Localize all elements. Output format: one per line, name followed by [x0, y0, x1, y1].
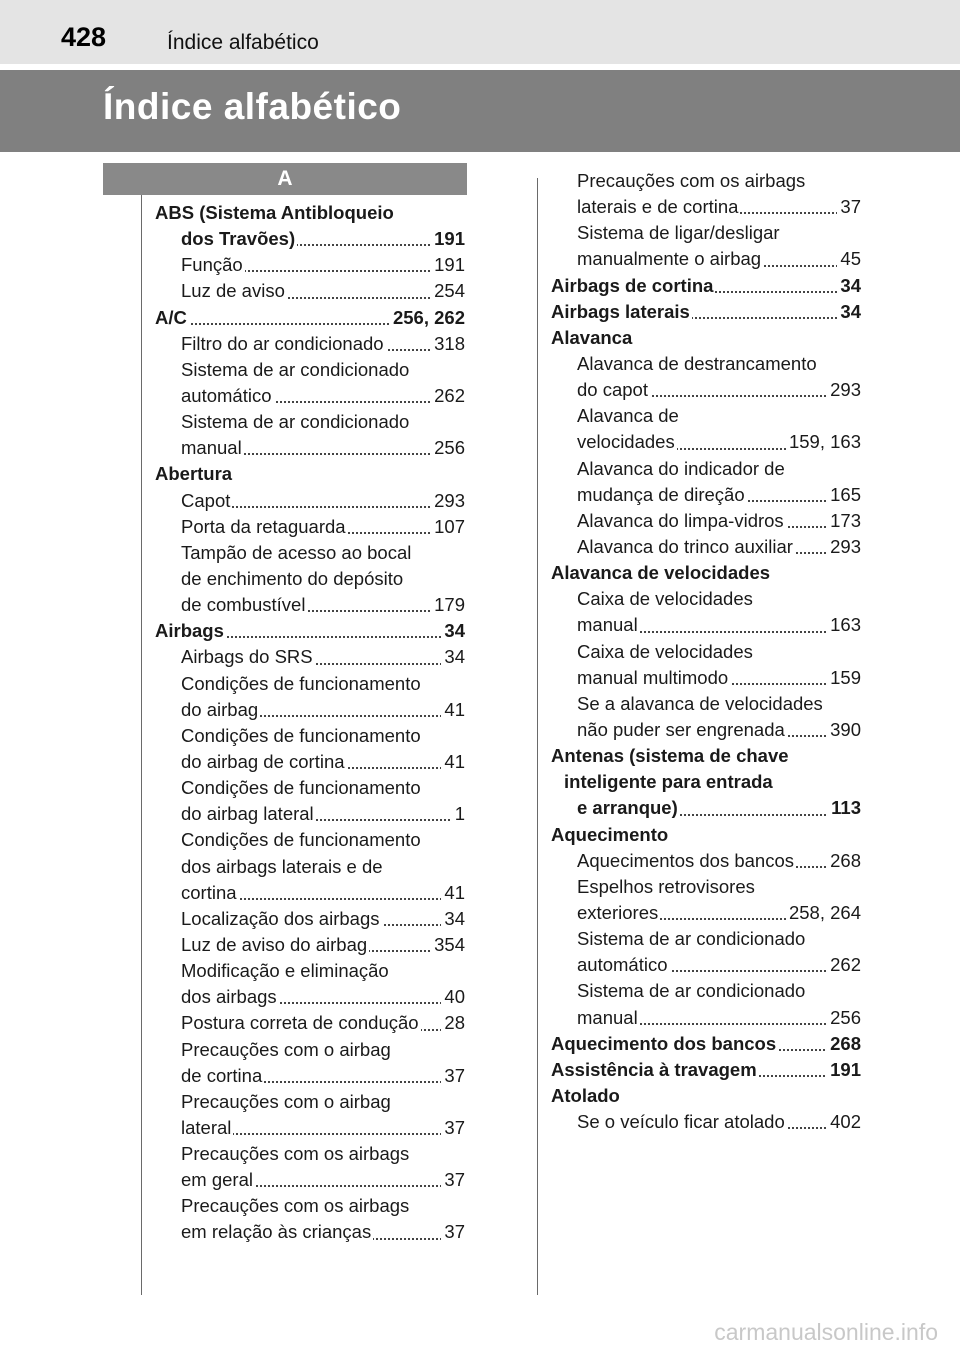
- index-entry-text: Precauções com os airbags: [181, 1143, 410, 1165]
- index-entry: [155, 278, 465, 304]
- index-entry-text: Luz de aviso do airbag: [181, 933, 368, 955]
- index-entry: [551, 1057, 861, 1083]
- index-entry: [551, 795, 861, 821]
- index-entry-text: Caixa de velocidades: [577, 640, 753, 662]
- index-entry: [551, 456, 861, 482]
- index-entry: [155, 644, 465, 670]
- index-entry: [155, 775, 465, 801]
- index-entry: [155, 252, 465, 278]
- index-entry-text: de enchimento do depósito: [181, 567, 404, 589]
- index-entry-page: 159, 163: [786, 429, 861, 455]
- index-entry-page: 293: [827, 377, 861, 403]
- index-entry: [551, 900, 861, 926]
- index-entry: [155, 697, 465, 723]
- index-entry: [551, 848, 861, 874]
- index-entry: [551, 874, 861, 900]
- index-entry: [155, 488, 465, 514]
- index-entry-text: exteriores: [577, 901, 659, 923]
- index-entry-text: Alavanca de destrancamento: [577, 352, 817, 374]
- index-entry-text: dos airbags laterais e de: [181, 855, 383, 877]
- index-entry: [155, 880, 465, 906]
- index-entry-text: Airbags do SRS: [181, 646, 313, 668]
- index-entry-page: 41: [441, 880, 465, 906]
- index-entry: [155, 1167, 465, 1193]
- index-entry-text: Localização dos airbags: [181, 907, 380, 929]
- index-entry: [155, 461, 465, 487]
- index-entry: [155, 200, 465, 226]
- index-entry-page: 402: [827, 1109, 861, 1135]
- index-entry-text: manual multimodo: [577, 666, 729, 688]
- index-entry: [551, 246, 861, 272]
- index-entry-text: Se o veículo ficar atolado: [577, 1111, 785, 1133]
- index-entry: [551, 1109, 861, 1135]
- index-entry: [155, 932, 465, 958]
- index-entry: [155, 1089, 465, 1115]
- index-entry-page: 1: [452, 801, 465, 827]
- index-entry-text: Alavanca de: [577, 405, 679, 427]
- index-entry: [155, 906, 465, 932]
- index-entry: [551, 325, 861, 351]
- index-entry-text: Alavanca do indicador de: [577, 457, 785, 479]
- index-entry-text: Função: [181, 254, 243, 276]
- index-entry-page: 107: [431, 514, 465, 540]
- index-entry: [551, 1005, 861, 1031]
- index-entry-text: Precauções com o airbag: [181, 1090, 391, 1112]
- index-entry-text: Caixa de velocidades: [577, 588, 753, 610]
- index-entry-text: manual: [181, 437, 242, 459]
- index-entry: [155, 305, 465, 331]
- index-entry-page: 159: [827, 665, 861, 691]
- index-entry: [551, 508, 861, 534]
- index-entry: [551, 299, 861, 325]
- index-entry-text: Alavanca do limpa-vidros: [577, 509, 784, 531]
- index-entry: [551, 482, 861, 508]
- index-entry-page: 37: [441, 1219, 465, 1245]
- index-entry: [551, 743, 861, 769]
- index-entry-page: 34: [837, 299, 861, 325]
- index-entry: [155, 827, 465, 853]
- index-entry: [551, 194, 861, 220]
- index-entry-page: 318: [431, 331, 465, 357]
- index-entry-text: Assistência à travagem: [551, 1058, 757, 1080]
- index-entry-page: 34: [441, 644, 465, 670]
- index-entry: [551, 978, 861, 1004]
- watermark: carmanualsonline.info: [714, 1319, 938, 1345]
- index-entry-text: lateral: [181, 1116, 232, 1138]
- index-entry: [155, 723, 465, 749]
- index-entry-page: 262: [827, 952, 861, 978]
- index-entry: [551, 612, 861, 638]
- index-entry-text: Sistema de ar condicionado: [181, 411, 410, 433]
- index-entry: [551, 822, 861, 848]
- index-entry-page: 258, 264: [786, 900, 861, 926]
- index-column-left: [155, 200, 465, 1246]
- index-entry: [155, 409, 465, 435]
- index-entry: [551, 691, 861, 717]
- index-entry-text: Porta da retaguarda: [181, 515, 346, 537]
- left-column-rule: [141, 195, 142, 1295]
- index-entry-text: laterais e de cortina: [577, 196, 739, 218]
- index-entry-page: 191: [827, 1057, 861, 1083]
- index-entry: [155, 958, 465, 984]
- index-entry: [155, 1193, 465, 1219]
- index-entry-text: Sistema de ar condicionado: [577, 980, 806, 1002]
- index-entry-page: 165: [827, 482, 861, 508]
- index-entry: [155, 331, 465, 357]
- index-entry-page: 179: [431, 592, 465, 618]
- index-entry: [551, 769, 861, 795]
- index-entry-text: Sistema de ar condicionado: [181, 358, 410, 380]
- index-entry: [155, 592, 465, 618]
- index-entry: [155, 1141, 465, 1167]
- index-entry: [551, 377, 861, 403]
- index-entry: [551, 639, 861, 665]
- index-entry: [551, 926, 861, 952]
- index-entry-text: do airbag lateral: [181, 803, 314, 825]
- index-entry: [155, 1063, 465, 1089]
- index-entry-text: Aquecimento: [551, 823, 669, 845]
- index-entry-text: dos airbags: [181, 986, 277, 1008]
- index-entry: [551, 429, 861, 455]
- index-entry-text: em geral: [181, 1169, 253, 1191]
- index-entry-text: de cortina: [181, 1064, 263, 1086]
- index-entry-text: cortina: [181, 881, 237, 903]
- index-entry-text: do airbag de cortina: [181, 750, 345, 772]
- index-entry: [155, 749, 465, 775]
- index-entry-page: 45: [837, 246, 861, 272]
- index-entry-page: 41: [441, 697, 465, 723]
- index-entry: [155, 1037, 465, 1063]
- index-entry-text: Aquecimento dos bancos: [551, 1032, 777, 1054]
- index-entry: [551, 717, 861, 743]
- index-entry-text: Condições de funcionamento: [181, 777, 421, 799]
- index-entry-text: de combustível: [181, 594, 306, 616]
- index-entry-text: do airbag: [181, 698, 259, 720]
- index-entry-page: 34: [837, 273, 861, 299]
- page-number: 428: [61, 22, 107, 52]
- index-entry-text: automático: [577, 954, 668, 976]
- index-entry-text: Modificação e eliminação: [181, 960, 389, 982]
- index-entry-page: 37: [837, 194, 861, 220]
- index-entry-page: 293: [431, 488, 465, 514]
- index-entry-text: velocidades: [577, 431, 675, 453]
- index-entry-page: 163: [827, 612, 861, 638]
- index-entry-text: manualmente o airbag: [577, 248, 762, 270]
- index-entry-text: Airbags: [155, 620, 224, 642]
- index-entry-text: Airbags laterais: [551, 300, 690, 322]
- index-entry-page: 354: [431, 932, 465, 958]
- index-entry: [551, 1083, 861, 1109]
- index-column-right: [551, 168, 861, 1135]
- index-entry-page: 256, 262: [390, 305, 465, 331]
- index-entry-page: 173: [827, 508, 861, 534]
- index-entry-text: manual: [577, 614, 638, 636]
- index-entry: [551, 560, 861, 586]
- index-entry-text: mudança de direção: [577, 483, 745, 505]
- index-entry-page: 254: [431, 278, 465, 304]
- index-entry-text: Condições de funcionamento: [181, 672, 421, 694]
- index-entry-text: Precauções com o airbag: [181, 1038, 391, 1060]
- index-entry-text: em relação às crianças: [181, 1221, 372, 1243]
- index-entry-page: 256: [431, 435, 465, 461]
- index-entry-page: 37: [441, 1063, 465, 1089]
- index-entry-text: Condições de funcionamento: [181, 829, 421, 851]
- index-entry-text: manual: [577, 1006, 638, 1028]
- index-entry: [155, 435, 465, 461]
- index-entry-text: Alavanca de velocidades: [551, 562, 771, 584]
- index-entry-text: A/C: [155, 306, 187, 328]
- index-entry-text: Alavanca do trinco auxiliar: [577, 535, 793, 557]
- index-entry-text: Sistema de ar condicionado: [577, 928, 806, 950]
- page-header-bar: [0, 0, 960, 64]
- index-entry: [155, 226, 465, 252]
- index-entry-page: 293: [827, 534, 861, 560]
- running-title: Índice alfabético: [167, 31, 319, 54]
- index-entry-text: Postura correta de condução: [181, 1012, 419, 1034]
- index-entry: [551, 952, 861, 978]
- index-entry-text: Precauções com os airbags: [577, 170, 806, 191]
- index-entry: [155, 566, 465, 592]
- index-entry-page: 268: [827, 848, 861, 874]
- column-divider: [537, 178, 538, 1295]
- index-entry: [155, 1010, 465, 1036]
- index-entry: [155, 618, 465, 644]
- chapter-title: Índice alfabético: [103, 86, 402, 127]
- index-entry-page: 262: [431, 383, 465, 409]
- index-entry-text: Se a alavanca de velocidades: [577, 692, 823, 714]
- section-letter: A: [277, 167, 293, 190]
- index-entry-text: Aquecimentos dos bancos: [577, 849, 794, 871]
- index-entry-text: Sistema de ligar/desligar: [577, 222, 780, 244]
- index-entry-text: Filtro do ar condicionado: [181, 332, 384, 354]
- index-entry-page: 41: [441, 749, 465, 775]
- index-entry: [551, 403, 861, 429]
- index-entry: [551, 220, 861, 246]
- index-entry-page: 268: [827, 1031, 861, 1057]
- index-entry-page: 37: [441, 1167, 465, 1193]
- index-entry-page: 191: [431, 252, 465, 278]
- index-entry-text: Antenas (sistema de chave: [551, 745, 789, 767]
- index-entry-text: Condições de funcionamento: [181, 724, 421, 746]
- index-entry-text: Precauções com os airbags: [181, 1195, 410, 1217]
- index-entry-page: 28: [441, 1010, 465, 1036]
- index-entry-page: 40: [441, 984, 465, 1010]
- index-entry: [155, 1115, 465, 1141]
- index-entry-page: 113: [828, 795, 861, 821]
- index-entry-text: não puder ser engrenada: [577, 718, 785, 740]
- index-entry: [551, 586, 861, 612]
- index-entry: [155, 383, 465, 409]
- index-entry-text: Abertura: [155, 463, 233, 485]
- index-entry-text: do capot: [577, 379, 648, 401]
- index-entry-text: Atolado: [551, 1084, 620, 1106]
- index-entry-page: 191: [431, 226, 465, 252]
- index-entry: [155, 540, 465, 566]
- index-entry-text: Espelhos retrovisores: [577, 875, 755, 897]
- index-entry: [551, 168, 861, 194]
- index-entry-text: Luz de aviso: [181, 280, 285, 302]
- index-entry: [551, 351, 861, 377]
- index-entry: [551, 273, 861, 299]
- index-entry-page: 37: [441, 1115, 465, 1141]
- index-entry: [551, 665, 861, 691]
- index-entry: [155, 671, 465, 697]
- index-entry: [155, 984, 465, 1010]
- index-entry: [155, 1219, 465, 1245]
- index-entry-page: 390: [827, 717, 861, 743]
- index-entry-text: Airbags de cortina: [551, 274, 714, 296]
- index-entry-text: Alavanca: [551, 326, 633, 348]
- index-entry-text: dos Travões): [181, 228, 296, 250]
- index-entry-text: Tampão de acesso ao bocal: [181, 541, 412, 563]
- index-entry: [551, 1031, 861, 1057]
- index-entry: [155, 357, 465, 383]
- index-entry-page: 34: [441, 906, 465, 932]
- index-entry-text: Capot: [181, 489, 231, 511]
- index-entry: [155, 854, 465, 880]
- index-entry-page: 34: [441, 618, 465, 644]
- index-entry-text: inteligente para entrada: [564, 771, 773, 793]
- index-entry-text: automático: [181, 384, 272, 406]
- index-entry: [155, 514, 465, 540]
- index-entry: [155, 801, 465, 827]
- index-entry-text: e arranque): [577, 797, 678, 819]
- index-entry-text: ABS (Sistema Antibloqueio: [155, 202, 394, 223]
- index-entry: [551, 534, 861, 560]
- index-entry-page: 256: [827, 1005, 861, 1031]
